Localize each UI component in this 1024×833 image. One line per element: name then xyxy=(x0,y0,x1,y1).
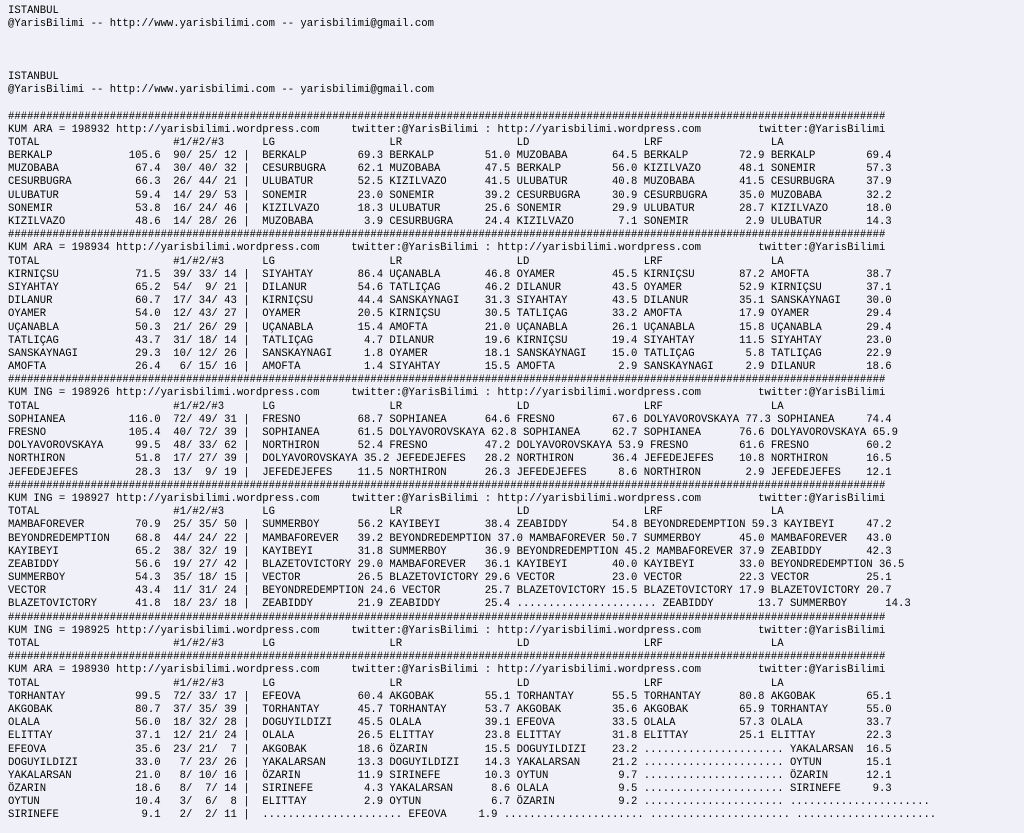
text-line: OLALA 56.0 18/ 32/ 28 | DOGUYILDIZI 45.5 OLALA 39.1 EFEOVA 33.5 OLALA 57.3 OLALA 33.7 xyxy=(8,717,892,730)
column-header-line: TOTAL #1/#2/#3 LG LR LD LRF LA xyxy=(8,255,784,268)
text-line: OYAMER 54.0 12/ 43/ 27 | OYAMER 20.5 KIRNIÇSU 30.5 TATLIÇAG 33.2 AMOFTA 17.9 OYAMER 29.4 xyxy=(8,308,892,321)
text-line: AKGOBAK 80.7 37/ 35/ 39 | TORHANTAY 45.7 TORHANTAY 53.7 AKGOBAK 35.6 AKGOBAK 65.9 TORHANTAY 55.0 xyxy=(8,703,892,716)
text-line: YAKALARSAN 21.0 8/ 10/ 16 | ÖZARIN 11.9 SIRINEFE 10.3 OYTUN 9.7 ...................... ÖZARIN 12.1 xyxy=(8,769,892,782)
text-line xyxy=(8,31,936,44)
text-line: KIZILVAZO 48.6 14/ 28/ 26 | MUZOBABA 3.9 CESURBUGRA 24.4 KIZILVAZO 7.1 SONEMIR 2.9 ULUBATUR 14.3 xyxy=(8,216,892,228)
text-line: ISTANBUL xyxy=(8,70,59,83)
text-line: NORTHIRON 51.8 17/ 27/ 39 | DOLYAVOROVSKAYA 35.2 JEFEDEJEFES 28.2 NORTHIRON 36.4 JEFEDEJEFES 10.8 NORTHIRON 16.5 xyxy=(8,453,892,466)
separator-line: ########################################################################################################################################## xyxy=(8,110,886,123)
text-line: ELITTAY 37.1 12/ 21/ 24 | OLALA 26.5 ELITTAY 23.8 ELITTAY 31.8 ELITTAY 25.1 ELITTAY 22.3 xyxy=(8,730,892,743)
text-line: KAYIBEYI 65.2 38/ 32/ 19 | KAYIBEYI 31.8 SUMMERBOY 36.9 BEYONDREDEMPTION 45.2 MAMBAFOREVER 37.9 ZEABIDDY 42.3 xyxy=(8,545,892,558)
separator-line: ########################################################################################################################################## xyxy=(8,611,886,624)
text-line: SOPHIANEA 116.0 72/ 49/ 31 | FRESNO 68.7 SOPHIANEA 64.6 FRESNO 67.6 DOLYAVOROVSKAYA 77.3 SOPHIANEA 74.4 xyxy=(8,413,892,426)
text-line: DILANUR 60.7 17/ 34/ 43 | KIRNIÇSU 44.4 SANSKAYNAGI 31.3 SIYAHTAY 43.5 DILANUR 35.1 SANSKAYNAGI 30.0 xyxy=(8,295,892,308)
text-line: AMOFTA 26.4 6/ 15/ 16 | AMOFTA 1.4 SIYAHTAY 15.5 AMOFTA 2.9 SANSKAYNAGI 2.9 DILANUR 18.6 xyxy=(8,361,892,374)
text-line xyxy=(8,58,936,71)
text-line: UÇANABLA 50.3 21/ 26/ 29 | UÇANABLA 15.4 AMOFTA 21.0 UÇANABLA 26.1 UÇANABLA 15.8 UÇANABLA 29.4 xyxy=(8,321,892,334)
text-line: ÖZARIN 18.6 8/ 7/ 14 | SIRINEFE 4.3 YAKALARSAN 8.6 OLALA 9.5 ...................... SIRINEFE 9.3 xyxy=(8,783,892,796)
column-header-line: TOTAL #1/#2/#3 LG LR LD LRF LA xyxy=(8,136,784,149)
text-line: @YarisBilimi -- http://www.yarisbilimi.com -- yarisbilimi@gmail.com xyxy=(8,18,434,31)
text-line xyxy=(8,45,936,58)
text-line: ZEABIDDY 56.6 19/ 27/ 42 | BLAZETOVICTORY 29.0 MAMBAFOREVER 36.1 KAYIBEYI 40.0 KAYIBEYI 33.0 BEYONDREDEMPTION 36.5 xyxy=(8,558,905,571)
text-line: TORHANTAY 99.5 72/ 33/ 17 | EFEOVA 60.4 AKGOBAK 55.1 TORHANTAY 55.5 TORHANTAY 80.8 AKGOBAK 65.1 xyxy=(8,690,892,703)
text-line: TATLIÇAG 43.7 31/ 18/ 14 | TATLIÇAG 4.7 DILANUR 19.6 KIRNIÇSU 19.4 SIYAHTAY 11.5 SIYAHTAY 23.0 xyxy=(8,334,892,347)
text-line: VECTOR 43.4 11/ 31/ 24 | BEYONDREDEMPTION 24.6 VECTOR 25.7 BLAZETOVICTORY 15.5 BLAZETOVICTORY 17.9 BLAZETOVICTORY 20.7 xyxy=(8,585,892,598)
column-header-line: TOTAL #1/#2/#3 LG LR LD LRF LA xyxy=(8,677,784,690)
text-line xyxy=(8,97,936,110)
text-line: CESURBUGRA 66.3 26/ 44/ 21 | ULUBATUR 52.5 KIZILVAZO 41.5 ULUBATUR 40.8 MUZOBABA 41.5 CESURBUGRA 37.9 xyxy=(8,176,892,189)
text-line: OYTUN 10.4 3/ 6/ 8 | ELITTAY 2.9 OYTUN 6.7 ÖZARIN 9.2 ...................... ...................... xyxy=(8,796,930,809)
text-line: ULUBATUR 59.4 14/ 29/ 53 | SONEMIR 23.0 SONEMIR 39.2 CESURBUGRA 30.9 CESURBUGRA 35.0 MUZOBABA 32.2 xyxy=(8,189,892,202)
text-line: FRESNO 105.4 40/ 72/ 39 | SOPHIANEA 61.5 DOLYAVOROVSKAYA 62.8 SOPHIANEA 62.7 SOPHIANEA 76.6 DOLYAVOROVSKAYA 65.9 xyxy=(8,427,899,439)
race-header-line: KUM ING = 198925 http://yarisbilimi.wordpress.com twitter:@YarisBilimi : http://yarisbilimi.wordpress.com twitter:@YarisBilimi xyxy=(8,624,886,637)
text-line: SIRINEFE 9.1 2/ 2/ 11 | ...................... EFEOVA 1.9 ...................... ...................... ...................... xyxy=(8,809,937,822)
text-line: SANSKAYNAGI 29.3 10/ 12/ 26 | SANSKAYNAGI 1.8 OYAMER 18.1 SANSKAYNAGI 15.0 TATLIÇAG 5.8 TATLIÇAG 22.9 xyxy=(8,347,892,360)
text-line: SONEMIR 53.8 16/ 24/ 46 | KIZILVAZO 18.3 ULUBATUR 25.6 SONEMIR 29.9 ULUBATUR 28.7 KIZILVAZO 18.0 xyxy=(8,202,892,215)
race-header-line: KUM ARA = 198934 http://yarisbilimi.wordpress.com twitter:@YarisBilimi : http://yarisbilimi.wordpress.com twitter:@YarisBilimi xyxy=(8,242,886,255)
results-document xyxy=(8,5,936,823)
race-header-line: KUM ING = 198926 http://yarisbilimi.wordpress.com twitter:@YarisBilimi : http://yarisbilimi.wordpress.com twitter:@YarisBilimi xyxy=(8,387,886,400)
text-line: JEFEDEJEFES 28.3 13/ 9/ 19 | JEFEDEJEFES 11.5 NORTHIRON 26.3 JEFEDEJEFES 8.6 NORTHIRON 2.9 JEFEDEJEFES 12.1 xyxy=(8,466,892,479)
text-line: MUZOBABA 67.4 30/ 40/ 32 | CESURBUGRA 62.1 MUZOBABA 47.5 BERKALP 56.0 KIZILVAZO 48.1 SONEMIR 57.3 xyxy=(8,163,892,176)
race-header-line: KUM ARA = 198930 http://yarisbilimi.wordpress.com twitter:@YarisBilimi : http://yarisbilimi.wordpress.com twitter:@YarisBilimi xyxy=(8,664,886,677)
text-line: @YarisBilimi -- http://www.yarisbilimi.com -- yarisbilimi@gmail.com xyxy=(8,84,434,97)
text-line: DOLYAVOROVSKAYA 99.5 48/ 33/ 62 | NORTHIRON 52.4 FRESNO 47.2 DOLYAVOROVSKAYA 53.9 FRESNO 61.6 FRESNO 60.2 xyxy=(8,440,892,453)
text-line: MAMBAFOREVER 70.9 25/ 35/ 50 | SUMMERBOY 56.2 KAYIBEYI 38.4 ZEABIDDY 54.8 BEYONDREDEMPTION 59.3 KAYIBEYI 47.2 xyxy=(8,519,892,532)
column-header-line: TOTAL #1/#2/#3 LG LR LD LRF LA xyxy=(8,638,784,650)
text-line: BEYONDREDEMPTION 68.8 44/ 24/ 22 | MAMBAFOREVER 39.2 BEYONDREDEMPTION 37.0 MAMBAFOREVER 50.7 SUMMERBOY 45.0 MAMBAFOREVER 43.0 xyxy=(8,532,892,545)
text-line: BLAZETOVICTORY 41.8 18/ 23/ 18 | ZEABIDDY 21.9 ZEABIDDY 25.4 ...................... ZEABIDDY 13.7 SUMMERBOY 14.3 xyxy=(8,598,911,611)
separator-line: ########################################################################################################################################## xyxy=(8,651,886,664)
text-line: SUMMERBOY 54.3 35/ 18/ 15 | VECTOR 26.5 BLAZETOVICTORY 29.6 VECTOR 23.0 VECTOR 22.3 VECTOR 25.1 xyxy=(8,572,892,585)
separator-line: ########################################################################################################################################## xyxy=(8,374,886,387)
text-line: SIYAHTAY 65.2 54/ 9/ 21 | DILANUR 54.6 TATLIÇAG 46.2 DILANUR 43.5 OYAMER 52.9 KIRNIÇSU 37.1 xyxy=(8,281,892,294)
text-line: KIRNIÇSU 71.5 39/ 33/ 14 | SIYAHTAY 86.4 UÇANABLA 46.8 OYAMER 45.5 KIRNIÇSU 87.2 AMOFTA 38.7 xyxy=(8,268,892,281)
race-header-line: KUM ARA = 198932 http://yarisbilimi.wordpress.com twitter:@YarisBilimi : http://yarisbilimi.wordpress.com twitter:@YarisBilimi xyxy=(8,123,886,136)
separator-line: ########################################################################################################################################## xyxy=(8,229,886,242)
separator-line: ########################################################################################################################################## xyxy=(8,479,886,492)
column-header-line: TOTAL #1/#2/#3 LG LR LD LRF LA xyxy=(8,400,784,413)
text-line: EFEOVA 35.6 23/ 21/ 7 | AKGOBAK 18.6 ÖZARIN 15.5 DOGUYILDIZI 23.2 ...................... YAKALARSAN 16.5 xyxy=(8,743,892,756)
race-header-line: KUM ING = 198927 http://yarisbilimi.wordpress.com twitter:@YarisBilimi : http://yarisbilimi.wordpress.com twitter:@YarisBilimi xyxy=(8,492,886,505)
text-line: ISTANBUL xyxy=(8,5,59,17)
column-header-line: TOTAL #1/#2/#3 LG LR LD LRF LA xyxy=(8,506,784,519)
text-line: DOGUYILDIZI 33.0 7/ 23/ 26 | YAKALARSAN 13.3 DOGUYILDIZI 14.3 YAKALARSAN 21.2 ...................... OYTUN 15.1 xyxy=(8,756,892,769)
text-line: BERKALP 105.6 90/ 25/ 12 | BERKALP 69.3 BERKALP 51.0 MUZOBABA 64.5 BERKALP 72.9 BERKALP 69.4 xyxy=(8,150,892,163)
